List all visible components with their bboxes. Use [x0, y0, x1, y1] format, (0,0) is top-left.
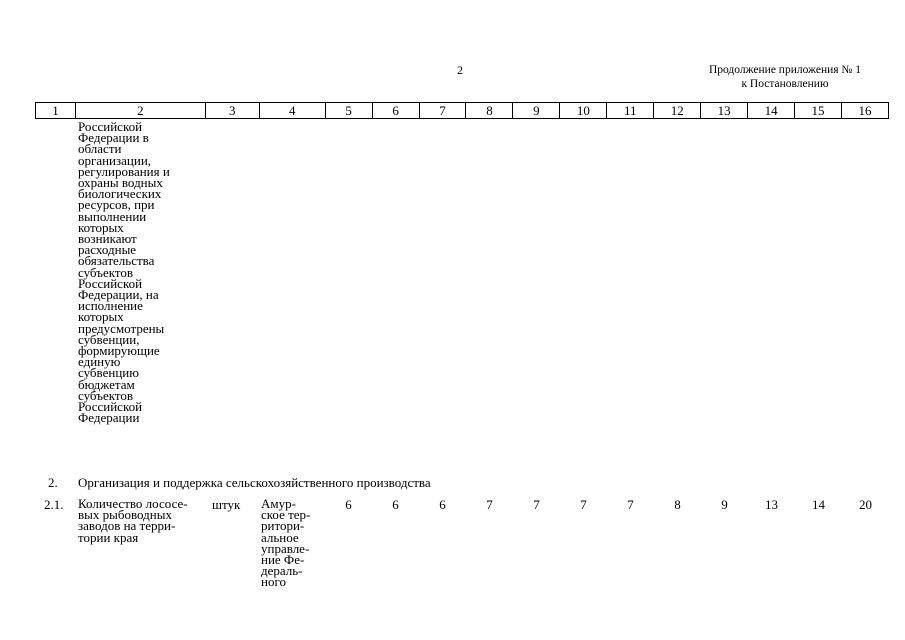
- indicator-name-line: вых рыбоводных: [78, 507, 172, 523]
- value-col-5: 6: [345, 497, 352, 512]
- continued-text-line: регулирования и: [78, 163, 170, 179]
- column-header-5: 5: [326, 103, 373, 118]
- continued-text-line: Федерации в: [78, 130, 149, 146]
- value-col-10: 7: [580, 497, 587, 512]
- responsible-line: ритори-: [261, 518, 305, 534]
- column-header-7: 7: [420, 103, 467, 118]
- value-col-13: 9: [721, 497, 728, 512]
- row-unit: штук: [212, 497, 241, 512]
- continued-text-line: Российской: [78, 399, 143, 415]
- column-header-14: 14: [748, 103, 795, 118]
- continued-text-line: предусмотрены: [78, 320, 165, 336]
- column-header-9: 9: [513, 103, 560, 118]
- page-number: 2: [457, 63, 463, 77]
- continued-text-line: возникают: [78, 231, 137, 247]
- value-col-8: 7: [486, 497, 493, 512]
- responsible-line: ское тер-: [261, 507, 311, 523]
- column-number-header: [35, 102, 889, 119]
- indicator-name-line: заводов на терри-: [78, 518, 176, 534]
- responsible-line: управле-: [261, 540, 310, 556]
- column-header-13: 13: [701, 103, 748, 118]
- continued-text-line: охраны водных: [78, 175, 163, 191]
- appendix-note-line-2: к Постановлению: [741, 78, 829, 90]
- appendix-note-line-1: Продолжение приложения № 1: [708, 64, 862, 76]
- column-header-6: 6: [373, 103, 420, 118]
- column-header-15: 15: [795, 103, 842, 118]
- value-col-9: 7: [533, 497, 540, 512]
- responsible-line: Амур-: [261, 496, 296, 511]
- value-col-12: 8: [674, 497, 681, 512]
- continued-cell-text: [78, 119, 208, 426]
- section-title: Организация и поддержка сельскохозяйственного производства: [78, 475, 431, 490]
- value-col-6: 6: [392, 497, 399, 512]
- continued-text-line: субъектов: [78, 264, 134, 280]
- column-header-4: 4: [260, 103, 326, 118]
- column-header-1: 1: [36, 103, 76, 118]
- value-col-14: 13: [765, 497, 778, 512]
- row-indicator-name: [78, 498, 208, 543]
- value-col-15: 14: [812, 497, 825, 512]
- continued-text-line: единую: [78, 354, 121, 370]
- value-col-7: 6: [439, 497, 446, 512]
- responsible-line: дераль-: [261, 563, 303, 579]
- continued-text-line: Российской: [78, 275, 143, 291]
- row-responsible: [261, 498, 325, 588]
- continued-text-line: субъектов: [78, 387, 134, 403]
- column-header-8: 8: [466, 103, 513, 118]
- column-header-11: 11: [607, 103, 654, 118]
- continued-text-line: которых: [78, 309, 124, 325]
- continued-text-line: субвенции,: [78, 331, 140, 347]
- continued-text-line: Российской: [78, 119, 143, 134]
- value-col-16: 20: [859, 497, 872, 512]
- responsible-line: ного: [261, 574, 286, 590]
- continued-text-line: расходные: [78, 242, 137, 258]
- continued-text-line: исполнение: [78, 298, 143, 314]
- responsible-line: альное: [261, 529, 299, 545]
- indicator-name-line: Количество лососе-: [78, 496, 188, 511]
- continued-text-line: биологических: [78, 186, 162, 202]
- indicator-name-line: тории края: [78, 529, 139, 545]
- continued-text-line: организации,: [78, 152, 152, 168]
- value-col-11: 7: [627, 497, 634, 512]
- continued-text-line: области: [78, 141, 122, 157]
- column-header-2: 2: [76, 103, 206, 118]
- continued-text-line: которых: [78, 219, 124, 235]
- continued-text-line: ресурсов, при: [78, 197, 155, 213]
- column-header-16: 16: [842, 103, 889, 118]
- continued-text-line: обязательства: [78, 253, 155, 269]
- continued-text-line: субвенцию: [78, 365, 139, 381]
- column-header-3: 3: [206, 103, 260, 118]
- continued-text-line: Федерации, на: [78, 287, 159, 303]
- responsible-line: ние Фе-: [261, 552, 305, 568]
- row-number: 2.1.: [44, 497, 64, 512]
- column-header-10: 10: [560, 103, 607, 118]
- section-number: 2.: [48, 475, 58, 490]
- continued-text-line: Федерации: [78, 410, 140, 426]
- continued-text-line: бюджетам: [78, 376, 135, 392]
- appendix-note: [680, 63, 890, 91]
- continued-text-line: выполнении: [78, 208, 147, 224]
- continued-text-line: формирующие: [78, 343, 160, 359]
- column-header-12: 12: [654, 103, 701, 118]
